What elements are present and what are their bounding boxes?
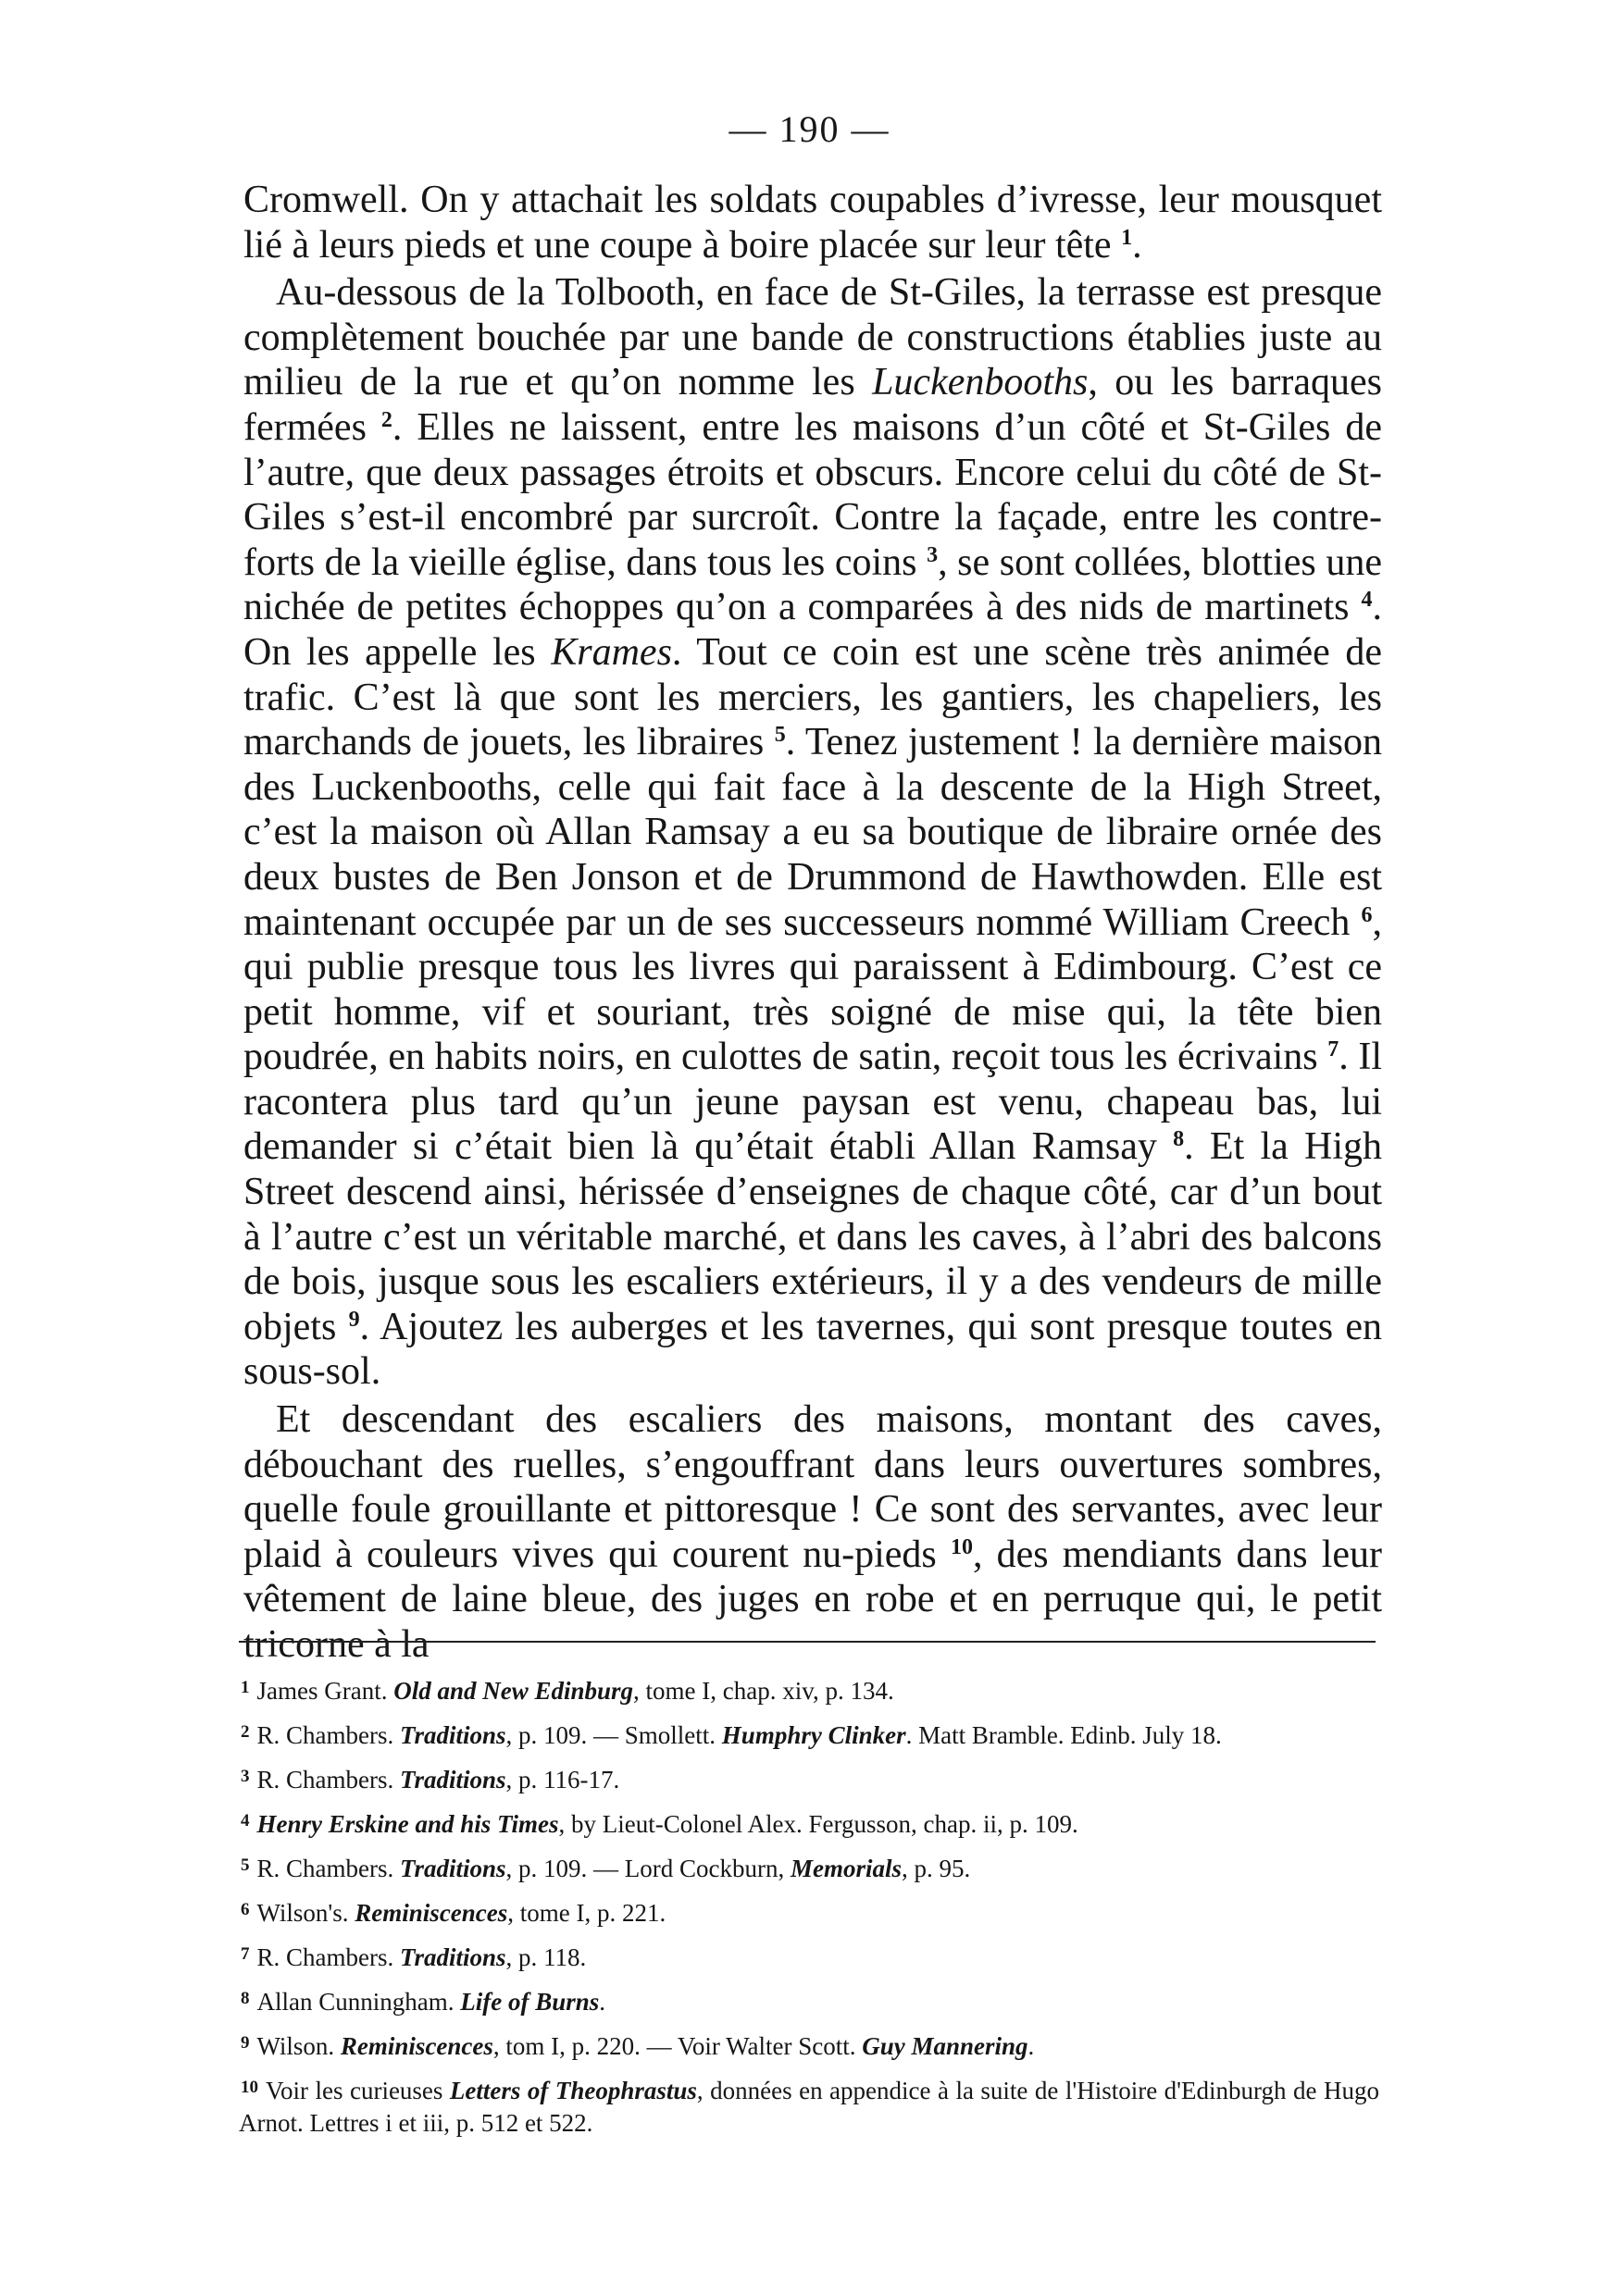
footnote [239, 1893, 1379, 1930]
footnote-reference: 10 [950, 1534, 973, 1559]
text-run: , p. 118. [505, 1943, 587, 1971]
text-run: , des mendiants dans leur vêtement de laine bleue, des juges en robe et en perruque qui, le petit tricorne à la [243, 1533, 1383, 1666]
footnote-reference: 4 [1361, 588, 1373, 613]
footnote-separator [239, 1641, 1376, 1643]
text-run: . Il racontera plus tard qu’un jeune paysan est venu, chapeau bas, lui demander si c’était bien là qu’était établi Allan Ramsay [243, 1036, 1382, 1169]
footnote [239, 1671, 1379, 1707]
footnote-reference: 2 [380, 407, 392, 432]
italic-title: Traditions [400, 1766, 506, 1793]
italic-title: Reminiscences [340, 2032, 493, 2060]
italic-title: Reminiscences [355, 1899, 508, 1927]
text-run: . Tenez justement ! la dernière maison des Luckenbooths, celle qui fait face à la descente de la High Street, c’est la maison où Allan Ramsay a eu sa boutique de libraire ornée des deux bustes de Ben Jonson et de Drummond de Hawthowden. Elle est maintenant occupée par un de ses successeurs nommé William Creech [243, 721, 1382, 944]
footnote [239, 2071, 1379, 2140]
paragraph [243, 270, 1382, 1395]
text-run: Wilson's. [256, 1899, 355, 1927]
italic-title: Guy Mannering [862, 2032, 1028, 2060]
text-run: , se sont collées, blotties une nichée de petites échoppes qu’on a comparées à des nids de martinets [243, 540, 1382, 629]
main-text [243, 178, 1382, 1670]
text-run: Allan Cunningham. [256, 1988, 461, 2016]
footnote [239, 1805, 1379, 1841]
italic-title: Luckenbooths [872, 361, 1089, 404]
text-run: Voir les curieuses [266, 2077, 450, 2104]
text-run: , tom I, p. 220. — Voir Walter Scott. [492, 2032, 863, 2060]
footnote-reference: 8 [1173, 1127, 1185, 1152]
italic-title: Memorials [791, 1855, 903, 1882]
text-run: . [1027, 2032, 1035, 2060]
text-run: R. Chambers. [256, 1766, 400, 1793]
footnote-number: 1 [241, 1678, 250, 1697]
footnote-number: 3 [241, 1767, 250, 1786]
footnote [239, 1760, 1379, 1796]
footnote [239, 2027, 1379, 2063]
text-run: . Matt Bramble. Edinb. July 18. [905, 1721, 1222, 1749]
text-run: R. Chambers. [256, 1855, 400, 1882]
italic-title: Old and New Edinburg [393, 1677, 634, 1705]
text-run: . [1132, 223, 1142, 267]
text-run: . On les appelle les [243, 586, 1382, 674]
text-run: , tome I, p. 221. [507, 1899, 666, 1927]
text-run: . Et la High Street descend ainsi, hérissée d’enseignes de chaque côté, car d’un bout à l’autre c’est un véritable marché, et dans les caves, à l’abri des balcons de bois, jusque sous les escaliers extérieurs, il y a des vendeurs de mille objets [243, 1125, 1382, 1348]
italic-title: Life of Burns [460, 1988, 600, 2016]
italic-title: Humphry Clinker [721, 1721, 906, 1749]
italic-title: Traditions [400, 1943, 506, 1971]
footnote-reference: 7 [1327, 1037, 1339, 1062]
footnotes [239, 1671, 1379, 2148]
footnote-number: 10 [241, 2078, 258, 2097]
footnote [239, 1716, 1379, 1752]
footnote-number: 4 [241, 1811, 250, 1831]
text-run: Et descendant des escaliers des maisons, montant des caves, débouchant des ruelles, s’engouffrant dans leurs ouvertures sombres, quelle foule grouillante et pittoresque ! Ce sont des servantes, avec leur plaid à couleurs vives qui courent nu-pieds [243, 1398, 1382, 1576]
italic-title: Henry Erskine and his Times [256, 1810, 559, 1838]
footnote [239, 1849, 1379, 1885]
text-run: Cromwell. On y attachait les soldats coupables d’ivresse, leur mousquet lié à leurs pieds et une coupe à boire placée sur leur tête [243, 179, 1382, 267]
text-run: , p. 116-17. [505, 1766, 620, 1793]
footnote [239, 1938, 1379, 1974]
paragraph [243, 1397, 1382, 1668]
italic-title: Letters of Theophrastus [449, 2077, 697, 2104]
italic-title: Traditions [400, 1721, 506, 1749]
text-run: . Tout ce coin est une scène très animée de trafic. C’est là que sont les merciers, les gantiers, les chapeliers, les marchands de jouets, les libraires [243, 630, 1382, 764]
text-run: , p. 109. — Smollett. [505, 1721, 722, 1749]
footnote-number: 5 [241, 1855, 250, 1875]
footnote [239, 1982, 1379, 2018]
text-run: , données en appendice à la suite de l'Histoire d'Edinburgh de Hugo Arnot. Lettres i et iii, p. 512 et 522. [239, 2077, 1379, 2137]
page-number: — 190 — [729, 108, 890, 150]
footnote-reference: 1 [1121, 225, 1133, 250]
italic-title: Krames [551, 630, 672, 674]
text-run: , by Lieut-Colonel Alex. Fergusson, chap. ii, p. 109. [558, 1810, 1078, 1838]
text-run: , qui publie presque tous les livres qui paraissent à Edimbourg. C’est ce petit homme, vif et souriant, très soigné de mise qui, la tête bien poudrée, en habits noirs, en culottes de satin, reçoit tous les écrivains [243, 900, 1382, 1079]
text-run: James Grant. [256, 1677, 394, 1705]
footnote-number: 7 [241, 1944, 250, 1964]
footnote-number: 9 [241, 2033, 250, 2053]
paragraph [243, 178, 1382, 267]
text-run: . [599, 1988, 606, 2016]
text-run: , tome I, chap. xiv, p. 134. [633, 1677, 894, 1705]
text-run: , p. 109. — Lord Cockburn, [505, 1855, 791, 1882]
footnote-number: 8 [241, 1989, 250, 2008]
text-run: R. Chambers. [256, 1943, 400, 1971]
text-run: Wilson. [256, 2032, 341, 2060]
text-run: . Ajoutez les auberges et les tavernes, qui sont presque toutes en sous-sol. [243, 1305, 1382, 1394]
footnote-number: 6 [241, 1900, 250, 1919]
text-run: . Elles ne laissent, entre les maisons d’un côté et St-Giles de l’autre, que deux passages étroits et obscurs. Encore celui du côté de St-Giles s’est-il encombré par surcroît. Contre la façade, entre les contre-forts de la vieille église, dans tous les coins [243, 405, 1382, 584]
text-run: , ou les barraques fermées [243, 361, 1382, 449]
footnote-number: 2 [241, 1722, 250, 1742]
footnote-reference: 3 [927, 542, 939, 567]
text-run: Au-dessous de la Tolbooth, en face de St-Giles, la terrasse est presque complètement bouchée par une bande de constructions établies juste au milieu de la rue et qu’on nomme les [243, 271, 1382, 404]
footnote-reference: 5 [774, 723, 786, 748]
footnote-reference: 9 [348, 1307, 360, 1332]
italic-title: Traditions [400, 1855, 506, 1882]
footnote-reference: 6 [1361, 902, 1373, 927]
text-run: R. Chambers. [256, 1721, 400, 1749]
text-run: , p. 95. [902, 1855, 971, 1882]
